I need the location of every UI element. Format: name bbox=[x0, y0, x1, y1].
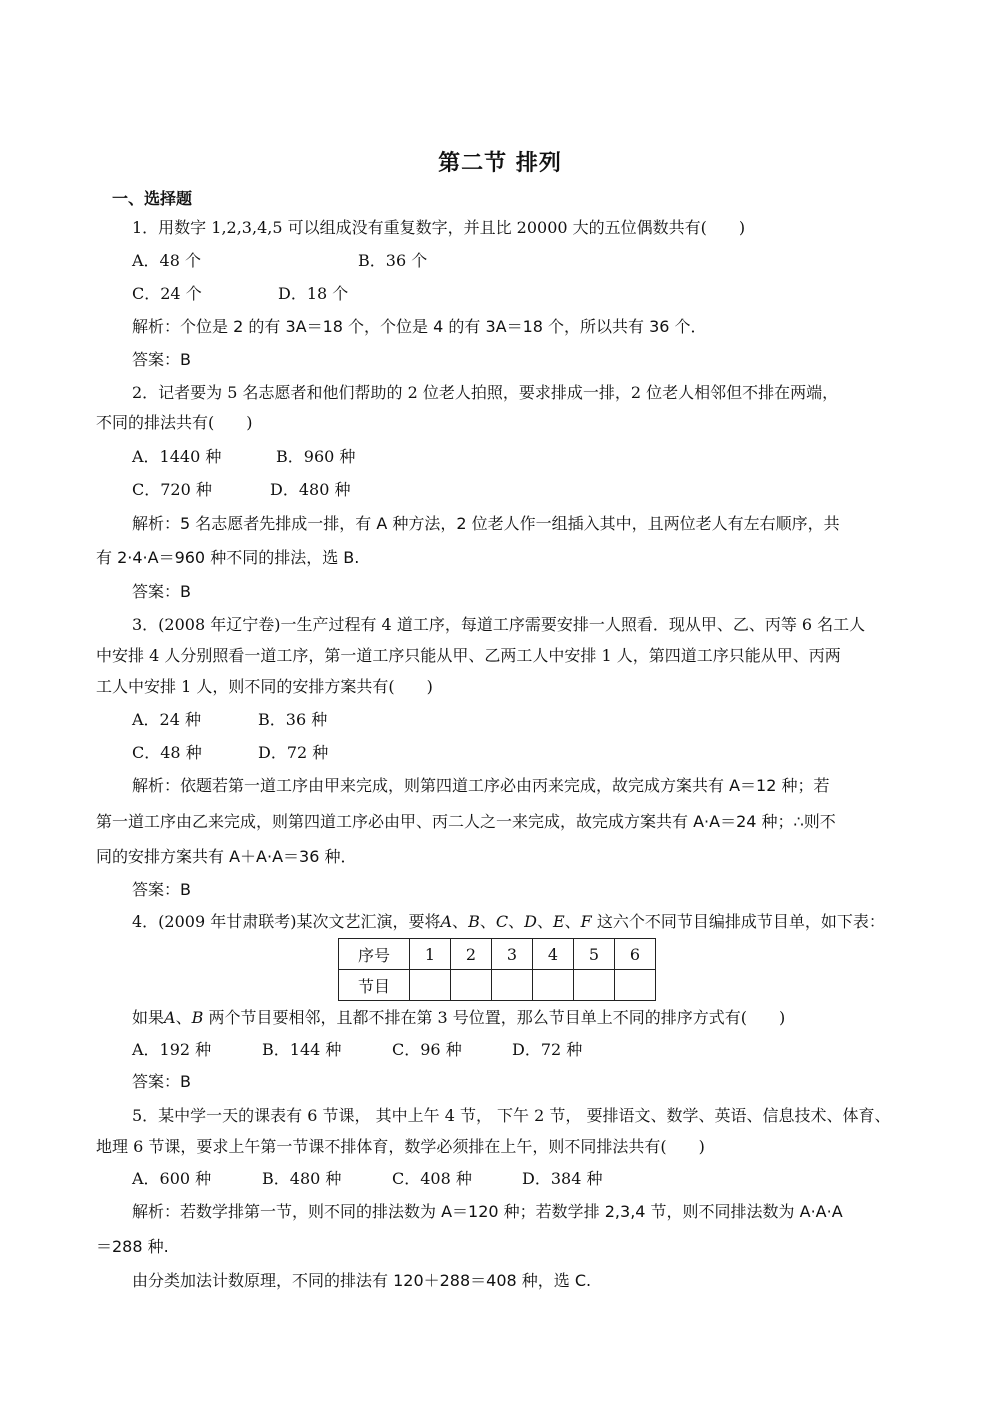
q5-stem-line2: 地理 6 节课，要求上午第一节课不排体育，数学必须排在上午，则不同排法共有( ) bbox=[96, 1137, 705, 1156]
q2-analysis-line2: 有 2·4·A＝960 种不同的排法，选 B. bbox=[96, 548, 360, 567]
table-header-program: 节目 bbox=[339, 970, 410, 1001]
q3-analysis-line2: 第一道工序由乙来完成，则第四道工序必由甲、丙二人之一来完成，故完成方案共有 A·A＝24 种；∴则不 bbox=[96, 812, 836, 831]
q1-option-c: C．24 个 bbox=[132, 284, 202, 303]
q3-option-a: A．24 种 bbox=[132, 710, 202, 729]
q4-letter-a: A bbox=[440, 912, 453, 931]
q2-answer: 答案：B bbox=[132, 582, 191, 601]
table-cell-number: 3 bbox=[492, 939, 533, 970]
q4-sep-2: 、 bbox=[479, 912, 496, 931]
q4-stem-prefix: 4．(2009 年甘肃联考)某次文艺汇演，要将 bbox=[132, 912, 441, 931]
table-cell-empty bbox=[574, 970, 615, 1001]
q2-analysis-line1: 解析：5 名志愿者先排成一排，有 A 种方法，2 位老人作一组插入其中，且两位老人有左右顺序，共 bbox=[132, 514, 840, 533]
q2-option-a: A．1440 种 bbox=[132, 447, 222, 466]
q1-analysis: 解析：个位是 2 的有 3A＝18 个，个位是 4 的有 3A＝18 个，所以共有 36 个． bbox=[132, 317, 707, 336]
q1-answer: 答案：B bbox=[132, 350, 191, 369]
q3-answer: 答案：B bbox=[132, 880, 191, 899]
q5-option-c: C．408 种 bbox=[392, 1169, 472, 1188]
q4-answer: 答案：B bbox=[132, 1072, 191, 1091]
section-heading: 一、选择题 bbox=[112, 189, 193, 208]
q4-letter-b: B bbox=[468, 912, 480, 931]
q4-follow-letter-a: A bbox=[164, 1008, 176, 1027]
q4-option-c: C．96 种 bbox=[392, 1040, 462, 1059]
q2-option-c: C．720 种 bbox=[132, 480, 212, 499]
q5-option-b: B．480 种 bbox=[262, 1169, 342, 1188]
page-title: 第二节 排列 bbox=[438, 151, 562, 176]
table-cell-empty bbox=[492, 970, 533, 1001]
q3-stem-line1: 3．(2008 年辽宁卷)一生产过程有 4 道工序，每道工序需要安排一人照看．现从甲、乙、丙等 6 名工人 bbox=[132, 615, 866, 634]
q1-option-a: A．48 个 bbox=[132, 251, 202, 270]
q3-stem-line3: 工人中安排 1 人，则不同的安排方案共有( ) bbox=[96, 677, 433, 696]
table-row-order bbox=[339, 939, 656, 970]
q2-option-d: D．480 种 bbox=[270, 480, 351, 499]
q3-option-c: C．48 种 bbox=[132, 743, 202, 762]
q4-letter-f: F bbox=[580, 912, 592, 931]
q4-sep-4: 、 bbox=[536, 912, 553, 931]
q5-analysis-line2: ＝288 种. bbox=[96, 1237, 169, 1256]
table-cell-number: 6 bbox=[615, 939, 656, 970]
q3-analysis-line1: 解析：依题若第一道工序由甲来完成，则第四道工序必由丙来完成，故完成方案共有 A＝12 种；若 bbox=[132, 776, 830, 795]
q4-letter-d: D bbox=[524, 912, 537, 931]
q5-option-d: D．384 种 bbox=[522, 1169, 603, 1188]
q4-option-b: B．144 种 bbox=[262, 1040, 342, 1059]
table-header-order: 序号 bbox=[339, 939, 410, 970]
q4-stem-suffix: 这六个不同节目编排成节目单，如下表： bbox=[591, 912, 885, 931]
program-table bbox=[338, 938, 656, 1001]
table-cell-number: 2 bbox=[451, 939, 492, 970]
q4-stem bbox=[132, 911, 885, 933]
table-cell-empty bbox=[533, 970, 574, 1001]
q1-option-b: B．36 个 bbox=[358, 251, 428, 270]
q3-analysis-line3: 同的安排方案共有 A＋A·A＝36 种． bbox=[96, 847, 357, 866]
q4-follow-suffix: 两个节目要相邻，且都不排在第 3 号位置，那么节目单上不同的排序方式有( ) bbox=[203, 1008, 786, 1027]
table-cell-number: 1 bbox=[410, 939, 451, 970]
q4-option-a: A．192 种 bbox=[132, 1040, 212, 1059]
q4-option-d: D．72 种 bbox=[512, 1040, 583, 1059]
q3-stem-line2: 中安排 4 人分别照看一道工序，第一道工序只能从甲、乙两工人中安排 1 人，第四道工序只能从甲、丙两 bbox=[96, 646, 841, 665]
q1-stem: 1．用数字 1,2,3,4,5 可以组成没有重复数字，并且比 20000 大的五位偶数共有( ) bbox=[132, 218, 746, 237]
q4-follow-up bbox=[132, 1007, 785, 1029]
q4-sep-1: 、 bbox=[452, 912, 469, 931]
q2-stem-line2: 不同的排法共有( ) bbox=[96, 413, 253, 432]
q4-sep-3: 、 bbox=[508, 912, 525, 931]
table-cell-empty bbox=[410, 970, 451, 1001]
q1-option-d: D．18 个 bbox=[278, 284, 349, 303]
q5-option-a: A．600 种 bbox=[132, 1169, 212, 1188]
q4-letter-e: E bbox=[552, 912, 565, 931]
q5-stem-line1: 5．某中学一天的课表有 6 节课， 其中上午 4 节， 下午 2 节， 要排语文、数学、英语、信息技术、体育、 bbox=[132, 1106, 891, 1125]
q2-option-b: B．960 种 bbox=[276, 447, 356, 466]
table-cell-empty bbox=[451, 970, 492, 1001]
q5-analysis-line3: 由分类加法计数原理，不同的排法有 120＋288＝408 种，选 C. bbox=[132, 1271, 592, 1290]
q4-letter-c: C bbox=[495, 912, 509, 931]
q3-option-d: D．72 种 bbox=[258, 743, 329, 762]
q2-stem-line1: 2．记者要为 5 名志愿者和他们帮助的 2 位老人拍照，要求排成一排，2 位老人相邻但不排在两端， bbox=[132, 383, 839, 402]
q4-sep-5: 、 bbox=[564, 912, 581, 931]
q3-option-b: B．36 种 bbox=[258, 710, 328, 729]
table-row-program bbox=[339, 970, 656, 1001]
table-cell-number: 5 bbox=[574, 939, 615, 970]
q4-follow-letter-b: B bbox=[191, 1008, 204, 1027]
q4-follow-prefix: 如果 bbox=[132, 1008, 165, 1027]
q5-analysis-line1: 解析：若数学排第一节，则不同的排法数为 A＝120 种；若数学排 2,3,4 节，则不同排法数为 A·A·A bbox=[132, 1202, 843, 1221]
table-cell-number: 4 bbox=[533, 939, 574, 970]
q4-follow-sep: 、 bbox=[175, 1008, 192, 1027]
table-cell-empty bbox=[615, 970, 656, 1001]
